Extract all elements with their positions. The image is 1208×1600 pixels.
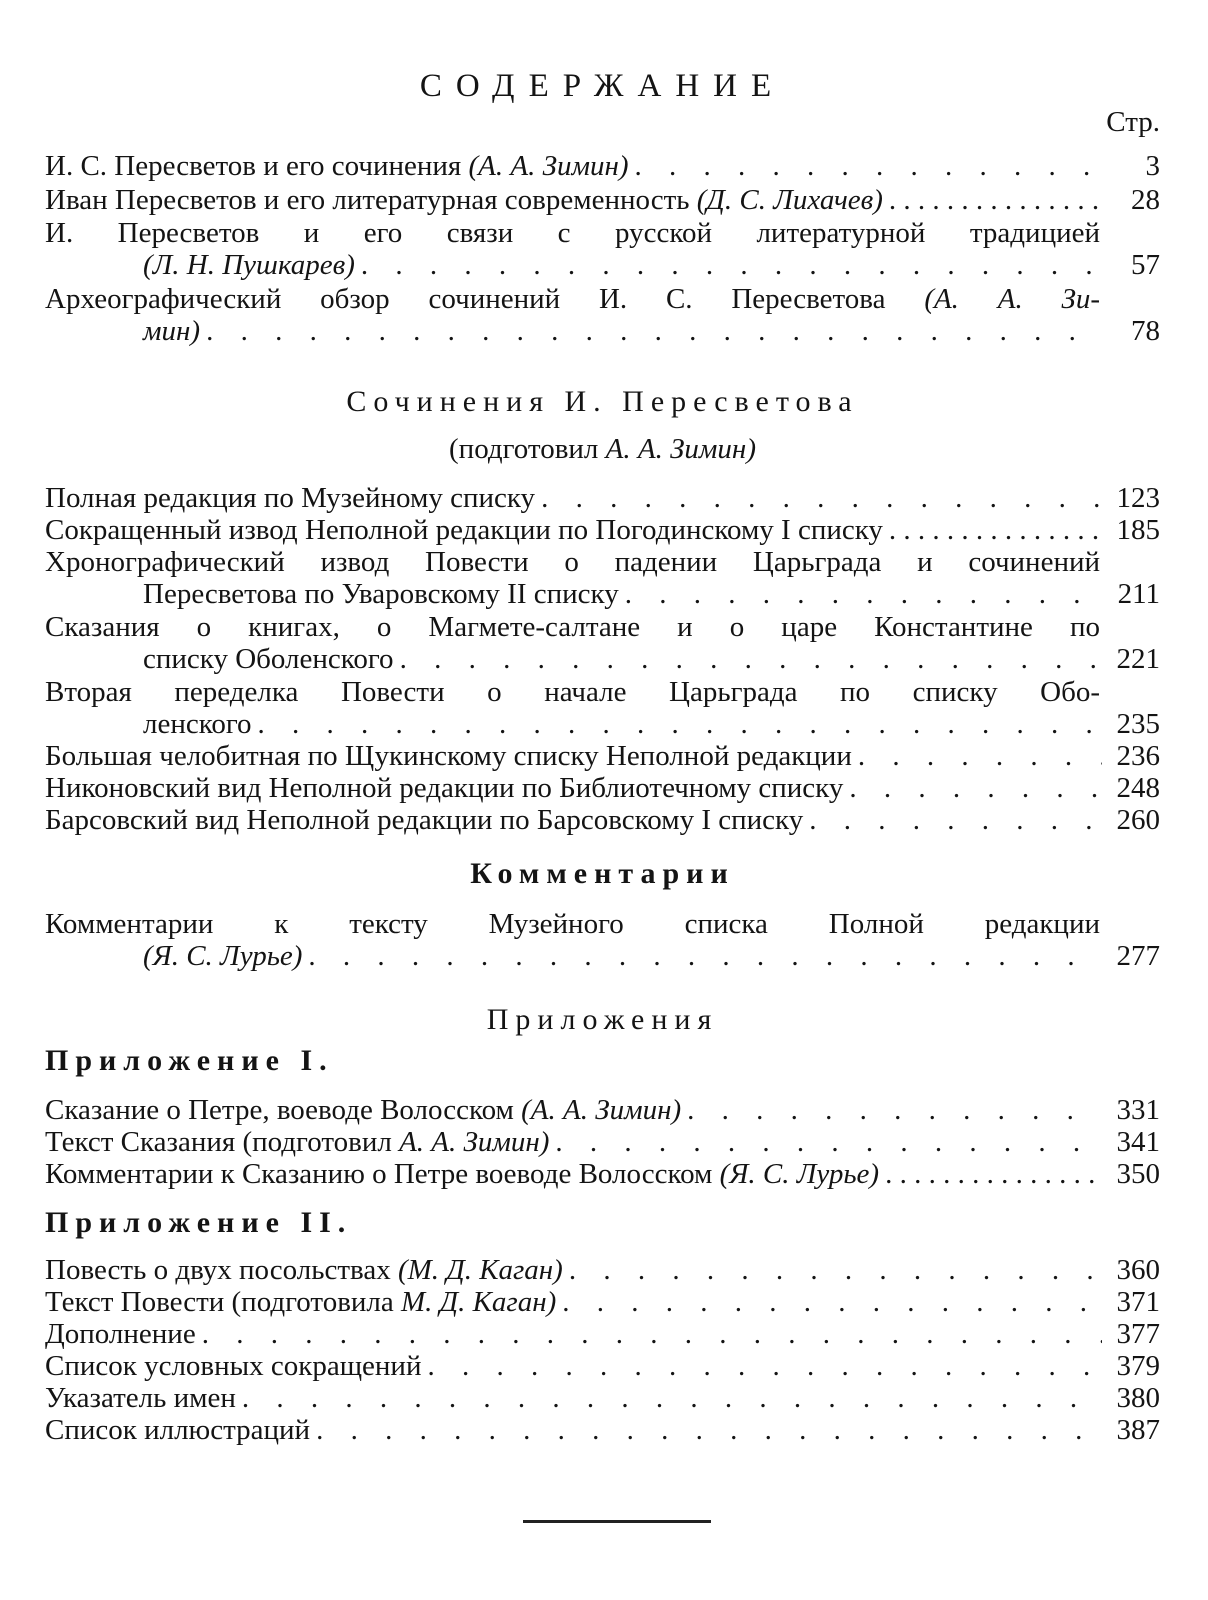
appendix-label: Приложение II. xyxy=(45,1206,353,1239)
entry-title: Комментарии к тексту Музейного списка Полной редакции xyxy=(45,908,1100,940)
entry-title: Археографический обзор сочинений И. С. Пересветова xyxy=(45,283,886,315)
entry-page: 331 xyxy=(1116,1094,1160,1126)
toc-entry xyxy=(45,217,1160,281)
entry-author: (М. Д. Каган) xyxy=(397,1254,563,1286)
toc-entry xyxy=(45,184,1160,216)
toc-entry xyxy=(45,1350,1160,1382)
entry-title: Текст Сказания (подготовил xyxy=(45,1126,392,1158)
appendix-label: Приложение I. xyxy=(45,1044,334,1077)
toc-entry xyxy=(45,740,1160,772)
toc-entry xyxy=(45,1318,1160,1350)
entry-page: 260 xyxy=(1116,804,1160,836)
entry-author: М. Д. Каган) xyxy=(401,1286,557,1318)
entry-title: Иван Пересветов и его литературная современность xyxy=(45,184,690,216)
entry-title: Дополнение xyxy=(45,1318,196,1350)
entry-title: Большая челобитная по Щукинскому списку Неполной редакции xyxy=(45,740,852,772)
entry-title: Текст Повести (подготовила xyxy=(45,1286,394,1318)
section-subheading xyxy=(45,433,1160,466)
entry-title: Хронографический извод Повести о падении Царьграда и сочинений xyxy=(45,546,1100,578)
section-heading: Сочинения И. Пересветова xyxy=(346,385,859,418)
toc-entry xyxy=(45,804,1160,836)
entry-page: 248 xyxy=(1116,772,1160,804)
toc-entry xyxy=(45,1094,1160,1126)
entry-author: (А. А. Зимин) xyxy=(468,150,629,182)
toc-entry xyxy=(45,1414,1160,1446)
entry-page: 360 xyxy=(1116,1254,1160,1286)
entry-title-cont: Пересветова по Уваровскому II списку xyxy=(143,578,619,610)
toc-entry xyxy=(45,1382,1160,1414)
entry-title: Список иллюстраций xyxy=(45,1414,311,1446)
entry-page: 221 xyxy=(1116,643,1160,675)
toc-entry xyxy=(45,1254,1160,1286)
entry-title: Список условных сокращений xyxy=(45,1350,422,1382)
toc-entry xyxy=(45,1286,1160,1318)
toc-entry xyxy=(45,514,1160,546)
page-title: СОДЕРЖАНИЕ xyxy=(419,68,786,104)
entry-title: Вторая переделка Повести о начале Царьграда по списку Обо- xyxy=(45,676,1100,708)
entry-author: (Д. С. Лихачев) xyxy=(696,184,883,216)
entry-author: (Я. С. Лурье) xyxy=(143,940,303,972)
section-heading: Комментарии xyxy=(470,857,735,890)
toc-entry xyxy=(45,611,1160,675)
toc-entry xyxy=(45,676,1160,740)
entry-author: А. А. Зимин) xyxy=(399,1126,550,1158)
toc-entry xyxy=(45,772,1160,804)
entry-title: Никоновский вид Неполной редакции по Библиотечному списку xyxy=(45,772,844,804)
entry-page: 371 xyxy=(1116,1286,1160,1318)
entry-title: И. Пересветов и его связи с русской литературной традицией xyxy=(45,217,1100,249)
entry-page: 341 xyxy=(1116,1126,1160,1158)
entry-page: 277 xyxy=(1116,940,1160,972)
entry-title: Барсовский вид Неполной редакции по Барсовскому I списку xyxy=(45,804,804,836)
entry-page: 236 xyxy=(1116,740,1160,772)
entry-page: 3 xyxy=(1145,150,1160,182)
entry-title: Сказания о книгах, о Магмете-салтане и о царе Константине по xyxy=(45,611,1100,643)
subheading-prefix: (подготовил xyxy=(449,433,599,465)
entry-title: Полная редакция по Музейному списку xyxy=(45,482,536,514)
bottom-rule xyxy=(523,1520,711,1523)
entry-author: (Л. Н. Пушкарев) xyxy=(143,249,355,281)
toc-entry xyxy=(45,546,1160,610)
toc-entry xyxy=(45,150,1160,182)
entry-title: Указатель имен xyxy=(45,1382,236,1414)
entry-title: И. С. Пересветов и его сочинения xyxy=(45,150,462,182)
entry-page: 185 xyxy=(1116,514,1160,546)
entry-page: 377 xyxy=(1116,1318,1160,1350)
entry-author: (А. А. Зимин) xyxy=(521,1094,682,1126)
entry-page: 235 xyxy=(1116,708,1160,740)
entry-author: (Я. С. Лурье) xyxy=(719,1158,880,1190)
entry-author-cont: мин) xyxy=(143,315,201,347)
entry-page: 350 xyxy=(1116,1158,1160,1190)
entry-title-cont: списку Оболенского xyxy=(143,643,394,675)
entry-page: 57 xyxy=(1131,249,1160,281)
toc-entry xyxy=(45,1158,1160,1190)
toc-entry xyxy=(45,283,1160,347)
toc-entry xyxy=(45,908,1160,972)
toc-entry xyxy=(45,1126,1160,1158)
entry-page: 387 xyxy=(1116,1414,1160,1446)
entry-page: 123 xyxy=(1116,482,1160,514)
entry-page: 211 xyxy=(1117,578,1160,610)
section-heading: Приложения xyxy=(486,1003,719,1036)
entry-title: Сказание о Петре, воеводе Волосском xyxy=(45,1094,514,1126)
entry-page: 28 xyxy=(1131,184,1160,216)
entry-title-cont: ленского xyxy=(143,708,252,740)
table-of-contents xyxy=(45,0,1160,1600)
entry-page: 380 xyxy=(1116,1382,1160,1414)
entry-title: Комментарии к Сказанию о Петре воеводе Волосском xyxy=(45,1158,713,1190)
entry-author: (А. А. Зи- xyxy=(924,283,1101,315)
entry-title: Сокращенный извод Неполной редакции по Погодинскому I списку xyxy=(45,514,883,546)
entry-page: 78 xyxy=(1131,315,1160,347)
entry-page: 379 xyxy=(1116,1350,1160,1382)
subheading-author: А. А. Зимин) xyxy=(605,433,756,465)
toc-entry xyxy=(45,482,1160,514)
page-column-label: Стр. xyxy=(1106,106,1160,138)
entry-title: Повесть о двух посольствах xyxy=(45,1254,391,1286)
